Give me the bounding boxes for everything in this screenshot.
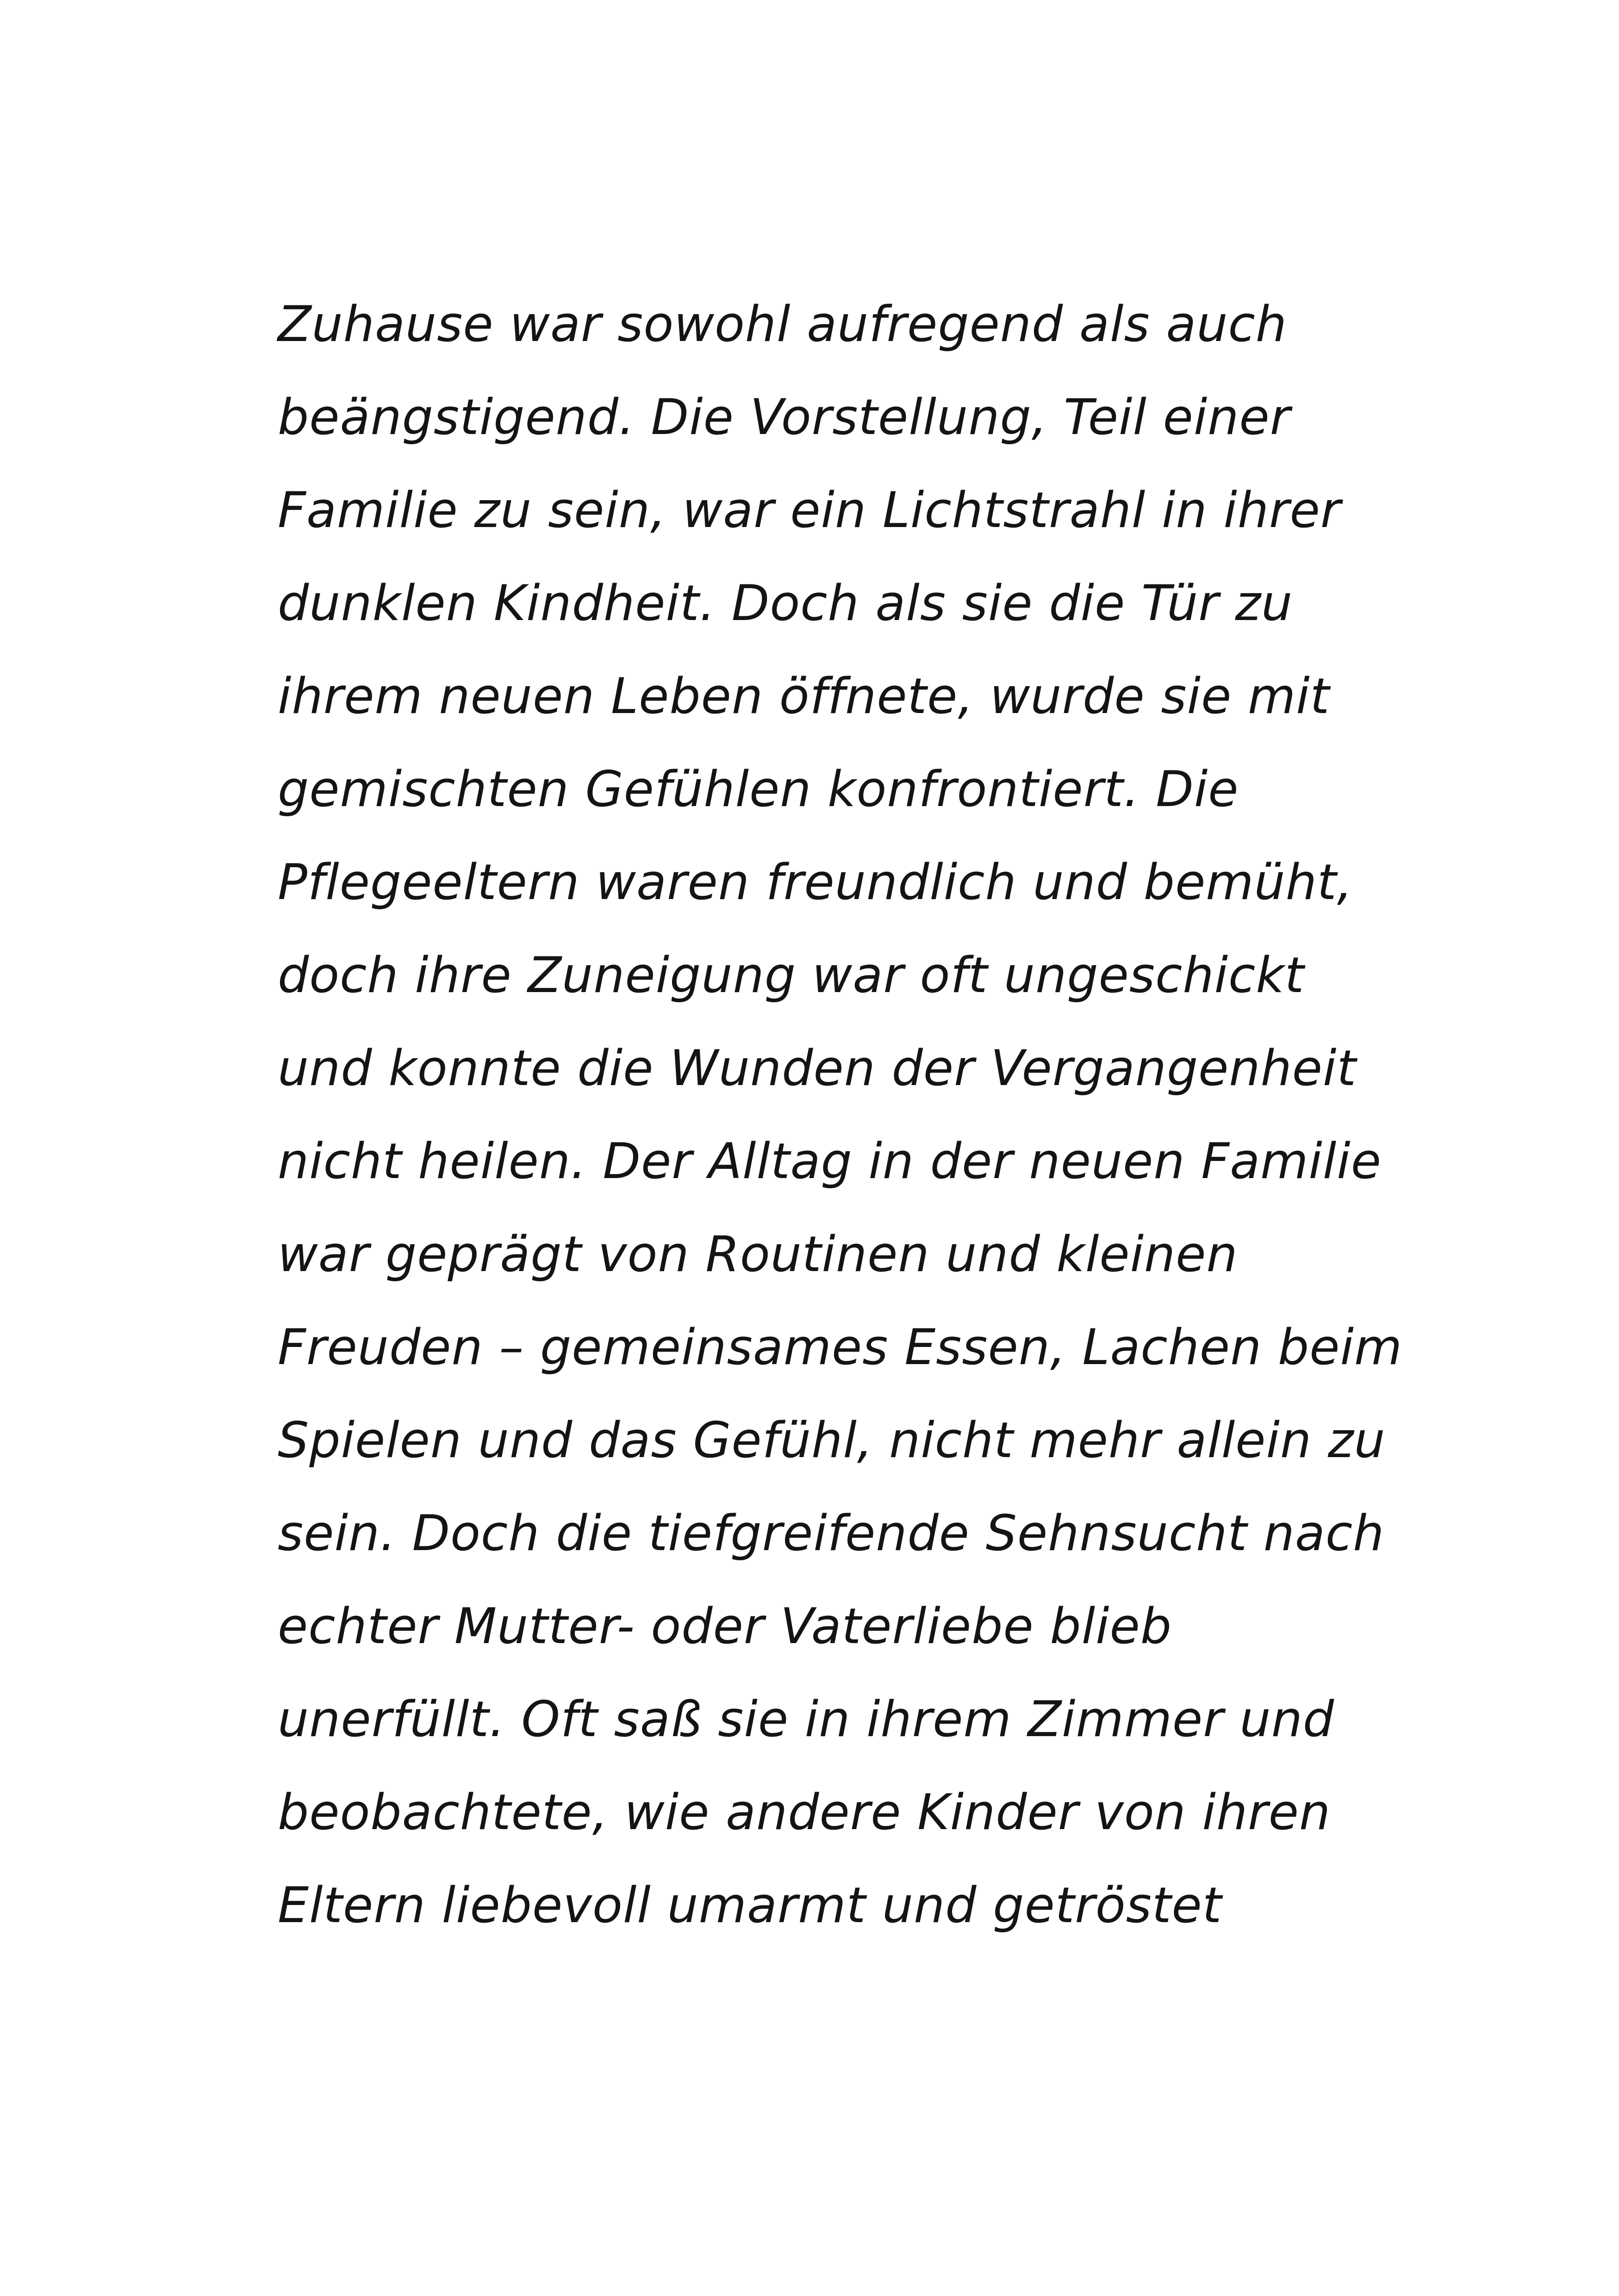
body-text <box>278 278 1403 1952</box>
text-line-15: echter Mutter- oder Vaterliebe blieb <box>278 1598 1172 1655</box>
text-line-5: ihrem neuen Leben öffnete, wurde sie mit <box>278 668 1330 725</box>
text-line-3: Familie zu sein, war ein Lichtstrahl in ihrer <box>278 482 1341 539</box>
text-line-6: gemischten Gefühlen konfrontiert. Die <box>278 761 1239 818</box>
text-line-8: doch ihre Zuneigung war oft ungeschickt <box>278 947 1305 1004</box>
text-line-4: dunklen Kindheit. Doch als sie die Tür zu <box>278 575 1293 632</box>
text-line-14: sein. Doch die tiefgreifende Sehnsucht nach <box>278 1505 1385 1562</box>
text-line-18: Eltern liebevoll umarmt und getröstet <box>278 1877 1222 1934</box>
text-line-10: nicht heilen. Der Alltag in der neuen Familie <box>278 1133 1382 1190</box>
text-line-9: und konnte die Wunden der Vergangenheit <box>278 1040 1357 1097</box>
text-line-12: Freuden – gemeinsames Essen, Lachen beim <box>278 1319 1403 1376</box>
text-line-13: Spielen und das Gefühl, nicht mehr allein zu <box>278 1412 1386 1469</box>
text-line-2: beängstigend. Die Vorstellung, Teil einer <box>278 389 1291 446</box>
text-line-7: Pflegeeltern waren freundlich und bemüht, <box>278 854 1353 911</box>
text-line-17: beobachtete, wie andere Kinder von ihren <box>278 1784 1331 1841</box>
text-line-11: war geprägt von Routinen und kleinen <box>278 1226 1238 1283</box>
text-line-16: unerfüllt. Oft saß sie in ihrem Zimmer und <box>278 1691 1335 1748</box>
text-line-1: Zuhause war sowohl aufregend als auch <box>278 296 1287 353</box>
